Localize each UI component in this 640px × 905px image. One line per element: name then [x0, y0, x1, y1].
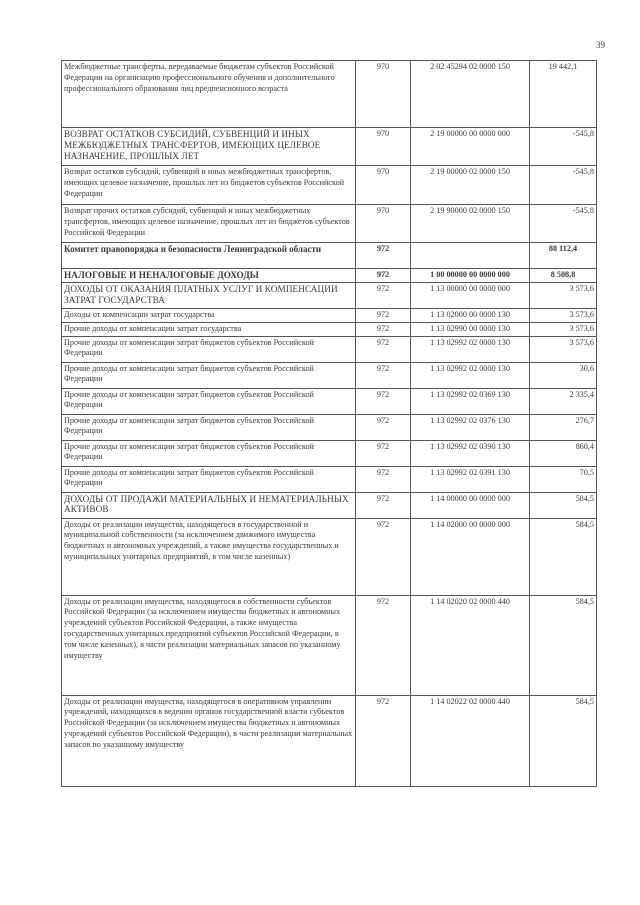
- row-amount: 860,4: [530, 440, 597, 466]
- row-amount: -545,8: [530, 128, 597, 166]
- row-admin-code: 972: [356, 282, 411, 308]
- table-row: [62, 414, 597, 440]
- row-admin-code: 972: [356, 595, 411, 695]
- table-row: [62, 440, 597, 466]
- row-amount: -545,8: [530, 205, 597, 243]
- table-row: [62, 322, 597, 336]
- row-name: НАЛОГОВЫЕ И НЕНАЛОГОВЫЕ ДОХОДЫ: [62, 269, 356, 283]
- row-amount: 2 335,4: [530, 388, 597, 414]
- row-admin-code: 972: [356, 518, 411, 595]
- row-classification-code: 1 14 02022 02 0000 440: [411, 695, 530, 786]
- table-row: [62, 282, 597, 308]
- row-admin-code: 972: [356, 362, 411, 388]
- table-row: [62, 518, 597, 595]
- row-amount: 276,7: [530, 414, 597, 440]
- row-admin-code: 972: [356, 243, 411, 269]
- table-row: [62, 243, 597, 269]
- row-classification-code: 1 00 00000 00 0000 000: [411, 269, 530, 283]
- row-classification-code: 1 13 02992 02 0390 130: [411, 440, 530, 466]
- row-name: Межбюджетные трансферты, передаваемые бюджетам субъектов Российской Федерации на организацию профессионального обучения и дополнительного профессионального образования лиц предпенсионного возраста: [62, 61, 356, 128]
- table-row: [62, 205, 597, 243]
- row-admin-code: 972: [356, 269, 411, 283]
- row-name: ВОЗВРАТ ОСТАТКОВ СУБСИДИЙ, СУБВЕНЦИЙ И ИНЫХ МЕЖБЮДЖЕТНЫХ ТРАНСФЕРТОВ, ИМЕЮЩИХ ЦЕЛЕВОЕ НАЗНАЧЕНИЕ, ПРОШЛЫХ ЛЕТ: [62, 128, 356, 166]
- row-amount: 8 508,8: [530, 269, 597, 283]
- row-name: ДОХОДЫ ОТ ОКАЗАНИЯ ПЛАТНЫХ УСЛУГ И КОМПЕНСАЦИИ ЗАТРАТ ГОСУДАРСТВА: [62, 282, 356, 308]
- table-row: [62, 695, 597, 786]
- row-classification-code: 2 19 00000 00 0000 000: [411, 128, 530, 166]
- row-amount: 3 573,6: [530, 322, 597, 336]
- row-admin-code: 972: [356, 492, 411, 518]
- row-admin-code: 972: [356, 336, 411, 362]
- row-name: Прочие доходы от компенсации затрат бюджетов субъектов Российской Федерации: [62, 440, 356, 466]
- row-admin-code: 970: [356, 128, 411, 166]
- table-row: [62, 166, 597, 205]
- table-row: [62, 269, 597, 283]
- row-admin-code: 972: [356, 414, 411, 440]
- row-classification-code: 1 13 02992 02 0000 130: [411, 336, 530, 362]
- table-row: [62, 492, 597, 518]
- row-name: Доходы от компенсации затрат государства: [62, 308, 356, 322]
- row-classification-code: 1 13 02000 00 0000 130: [411, 308, 530, 322]
- row-classification-code: 2 19 00000 02 0000 150: [411, 166, 530, 205]
- row-amount: 19 442,1: [530, 61, 597, 128]
- row-classification-code: 2 19 90000 02 0000 150: [411, 205, 530, 243]
- row-name: Прочие доходы от компенсации затрат бюджетов субъектов Российской Федерации: [62, 466, 356, 492]
- row-admin-code: 970: [356, 166, 411, 205]
- row-classification-code: 1 13 02992 02 0000 130: [411, 362, 530, 388]
- row-classification-code: 1 13 02992 02 0369 130: [411, 388, 530, 414]
- row-name: Возврат остатков субсидий, субвенций и иных межбюджетных трансфертов, имеющих целевое назначение, прошлых лет из бюджетов субъектов Российской Федерации: [62, 166, 356, 205]
- row-name: Доходы от реализации имущества, находящегося в собственности субъектов Российской Федерации (за исключением имущества бюджетных и автономных учреждений субъектов Российской Федерации, а также имущества государственных унитарных предприятий субъектов Российской Федерации, в том числе казенных), в части реализации материальных запасов по указанному имуществу: [62, 595, 356, 695]
- row-classification-code: 1 14 02000 00 0000 000: [411, 518, 530, 595]
- page-number: 39: [596, 40, 605, 50]
- row-amount: 3 573,6: [530, 308, 597, 322]
- row-amount: 3 573,6: [530, 336, 597, 362]
- row-admin-code: 972: [356, 695, 411, 786]
- row-amount: 88 112,4: [530, 243, 597, 269]
- row-name: ДОХОДЫ ОТ ПРОДАЖИ МАТЕРИАЛЬНЫХ И НЕМАТЕРИАЛЬНЫХ АКТИВОВ: [62, 492, 356, 518]
- row-classification-code: [411, 243, 530, 269]
- row-amount: 584,5: [530, 595, 597, 695]
- table-row: [62, 595, 597, 695]
- row-amount: 3 573,6: [530, 282, 597, 308]
- row-admin-code: 972: [356, 308, 411, 322]
- row-admin-code: 972: [356, 440, 411, 466]
- row-admin-code: 970: [356, 61, 411, 128]
- row-classification-code: 1 13 02992 02 0376 130: [411, 414, 530, 440]
- row-amount: 584,5: [530, 518, 597, 595]
- row-name: Прочие доходы от компенсации затрат государства: [62, 322, 356, 336]
- row-name: Прочие доходы от компенсации затрат бюджетов субъектов Российской Федерации: [62, 414, 356, 440]
- row-name: Доходы от реализации имущества, находящегося в оперативном управлении учреждений, находящихся в ведении органов государственной власти субъектов Российской Федерации (за исключением имущества бюджетных и автономных учреждений субъектов Российской Федерации), в части реализации материальных запасов по указанному имуществу: [62, 695, 356, 786]
- row-amount: -545,8: [530, 166, 597, 205]
- row-admin-code: 972: [356, 322, 411, 336]
- row-amount: 70,5: [530, 466, 597, 492]
- row-admin-code: 972: [356, 466, 411, 492]
- row-classification-code: 1 14 02020 02 0000 440: [411, 595, 530, 695]
- table-row: [62, 362, 597, 388]
- row-name: Прочие доходы от компенсации затрат бюджетов субъектов Российской Федерации: [62, 362, 356, 388]
- row-admin-code: 970: [356, 205, 411, 243]
- row-name: Прочие доходы от компенсации затрат бюджетов субъектов Российской Федерации: [62, 336, 356, 362]
- table-row: [62, 336, 597, 362]
- table-row: [62, 61, 597, 128]
- row-classification-code: 1 13 02990 00 0000 130: [411, 322, 530, 336]
- row-classification-code: 2 02 45294 02 0000 150: [411, 61, 530, 128]
- row-classification-code: 1 13 02992 02 0391 130: [411, 466, 530, 492]
- row-amount: 30,6: [530, 362, 597, 388]
- row-name: Комитет правопорядка и безопасности Ленинградской области: [62, 243, 356, 269]
- row-name: Возврат прочих остатков субсидий, субвенций и иных межбюджетных трансфертов, имеющих целевое назначение, прошлых лет из бюджетов субъектов Российской Федерации: [62, 205, 356, 243]
- row-amount: 584,5: [530, 492, 597, 518]
- row-classification-code: 1 13 00000 00 0000 000: [411, 282, 530, 308]
- table-row: [62, 388, 597, 414]
- row-classification-code: 1 14 00000 00 0000 000: [411, 492, 530, 518]
- table-row: [62, 466, 597, 492]
- row-name: Прочие доходы от компенсации затрат бюджетов субъектов Российской Федерации: [62, 388, 356, 414]
- revenue-table: [61, 60, 597, 787]
- row-name: Доходы от реализации имущества, находящегося в государственной и муниципальной собственности (за исключением движимого имущества бюджетных и автономных учреждений, а также имущества государственных и муниципальных унитарных предприятий, в том числе казенных): [62, 518, 356, 595]
- row-amount: 584,5: [530, 695, 597, 786]
- table-row: [62, 308, 597, 322]
- table-row: [62, 128, 597, 166]
- row-admin-code: 972: [356, 388, 411, 414]
